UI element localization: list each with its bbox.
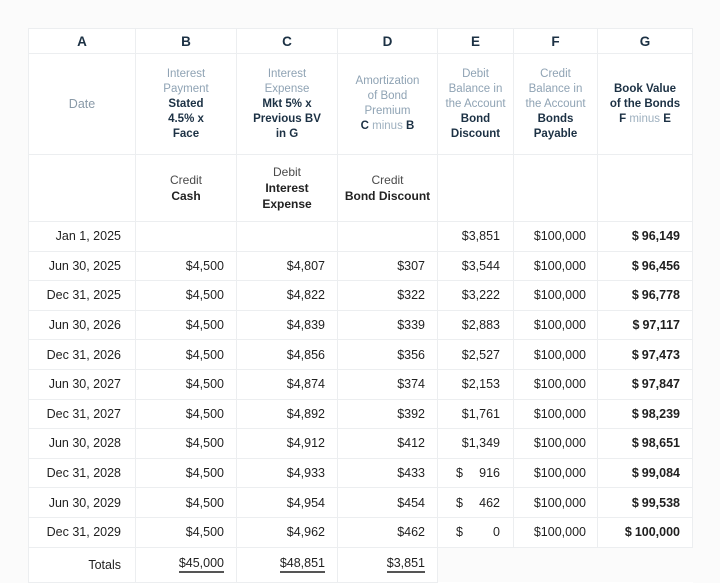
cell-interest-expense: $4,954 [237,488,338,518]
cell-date: Jun 30, 2028 [29,429,136,459]
header-d-line2: of Bond [367,90,408,102]
header-d-line1: Amortization [355,75,420,87]
table-row [29,517,693,547]
totals-label: Totals [29,547,136,582]
cell-amortization [338,222,438,252]
cell-amortization: $356 [338,340,438,370]
cell-date: Jun 30, 2027 [29,369,136,399]
header-b-line4: 4.5% x [168,112,204,125]
header-c-line1: Interest [267,67,307,80]
cell-book-value: $ 99,084 [598,458,693,488]
cell-date: Dec 31, 2026 [29,340,136,370]
table-row [29,399,693,429]
totals-c-value: $48,851 [280,556,325,573]
cell-interest-payment: $4,500 [136,429,237,459]
totals-g-blank [598,547,693,582]
table-body [29,222,693,548]
cell-interest-expense [237,222,338,252]
entry-d-top: Credit [371,173,404,187]
cell-bonds-payable: $100,000 [514,310,598,340]
cell-bonds-payable: $100,000 [514,340,598,370]
header-f-line2: Balance in [528,82,583,95]
header-f-line5: Payable [533,127,578,140]
header-e-line3: the Account [445,97,506,110]
cell-bond-discount: $1,761 [438,399,514,429]
entry-d-bottom: Bond Discount [344,189,431,203]
cell-interest-expense: $4,912 [237,429,338,459]
header-c-line4: Previous BV [253,112,321,125]
column-letter-b: B [136,29,237,54]
cell-book-value: $ 97,117 [598,310,693,340]
cell-bonds-payable: $100,000 [514,488,598,518]
table-row [29,281,693,311]
header-g-minus: minus [626,112,664,125]
journal-entry-row [29,155,693,222]
cell-interest-payment: $4,500 [136,281,237,311]
column-letter-a: A [29,29,136,54]
header-f-line1: Credit [540,67,571,80]
header-f-line4: Bonds [537,112,574,125]
cell-bonds-payable: $100,000 [514,281,598,311]
cell-interest-payment [136,222,237,252]
header-d-ref-b: B [406,120,415,132]
cell-date: Jun 30, 2029 [29,488,136,518]
header-d-ref-c: C [360,120,369,132]
cell-date: Dec 31, 2025 [29,281,136,311]
header-bonds-payable [514,54,598,155]
table-row [29,340,693,370]
cell-interest-payment: $4,500 [136,340,237,370]
column-letter-e: E [438,29,514,54]
entry-e-blank [438,155,514,222]
entry-credit-bond-discount [338,155,438,222]
table-row [29,429,693,459]
cell-amortization: $454 [338,488,438,518]
header-e-line2: Balance in [448,82,503,95]
cell-date: Jun 30, 2025 [29,251,136,281]
cell-interest-payment: $4,500 [136,310,237,340]
entry-a-blank [29,155,136,222]
entry-credit-cash [136,155,237,222]
header-c-line5: in G [275,127,299,140]
header-d-minus: minus [368,120,407,132]
cell-interest-expense: $4,856 [237,340,338,370]
cell-book-value: $ 97,473 [598,340,693,370]
cell-amortization: $339 [338,310,438,340]
totals-interest-expense [237,547,338,582]
cell-bonds-payable: $100,000 [514,399,598,429]
cell-bond-discount: $3,222 [438,281,514,311]
entry-c-top: Debit [272,165,301,179]
entry-debit-interest-expense [237,155,338,222]
entry-b-bottom: Cash [171,189,201,203]
cell-bonds-payable: $100,000 [514,251,598,281]
bond-amortization-table [28,28,693,583]
cell-amortization: $433 [338,458,438,488]
cell-bonds-payable: $100,000 [514,222,598,252]
cell-interest-payment: $4,500 [136,399,237,429]
header-b-line1: Interest [166,67,206,80]
cell-interest-payment: $4,500 [136,517,237,547]
cell-book-value: $ 97,847 [598,369,693,399]
header-g-line1: Book Value [614,82,676,95]
header-interest-expense [237,54,338,155]
cell-interest-payment: $4,500 [136,488,237,518]
header-amortization-of-bond-premium [338,54,438,155]
cell-book-value: $ 96,778 [598,281,693,311]
cell-amortization: $307 [338,251,438,281]
cell-amortization: $412 [338,429,438,459]
header-g-line2: of the Bonds [609,97,681,110]
header-book-value [598,54,693,155]
cell-book-value: $ 100,000 [598,517,693,547]
cell-interest-expense: $4,807 [237,251,338,281]
table-row [29,458,693,488]
entry-b-top: Credit [169,173,202,187]
cell-book-value: $ 96,456 [598,251,693,281]
cell-bond-discount: $3,544 [438,251,514,281]
table-row [29,369,693,399]
cell-bond-discount: $2,153 [438,369,514,399]
cell-amortization: $322 [338,281,438,311]
column-letter-d: D [338,29,438,54]
cell-bond-discount: $2,527 [438,340,514,370]
header-date: Date [29,54,136,155]
cell-bonds-payable: $100,000 [514,458,598,488]
cell-date: Dec 31, 2029 [29,517,136,547]
cell-bond-discount: $ 916 [438,458,514,488]
cell-date: Jun 30, 2026 [29,310,136,340]
header-e-line4: Bond [460,112,491,125]
cell-bond-discount: $ 462 [438,488,514,518]
totals-d-value: $3,851 [387,556,425,573]
cell-bond-discount: $ 0 [438,517,514,547]
header-b-line3: Stated [168,97,204,110]
header-e-line1: Debit [462,67,489,80]
header-interest-payment [136,54,237,155]
table-row [29,251,693,281]
cell-interest-payment: $4,500 [136,458,237,488]
header-bond-discount [438,54,514,155]
entry-f-blank [514,155,598,222]
cell-bonds-payable: $100,000 [514,369,598,399]
cell-book-value: $ 98,239 [598,399,693,429]
cell-book-value: $ 98,651 [598,429,693,459]
column-letter-f: F [514,29,598,54]
column-letter-g: G [598,29,693,54]
table-row [29,488,693,518]
cell-interest-expense: $4,892 [237,399,338,429]
totals-b-value: $45,000 [179,556,224,573]
cell-date: Jan 1, 2025 [29,222,136,252]
cell-interest-expense: $4,839 [237,310,338,340]
cell-interest-expense: $4,822 [237,281,338,311]
header-b-line5: Face [172,127,200,140]
totals-f-blank [514,547,598,582]
header-b-line2: Payment [163,82,209,95]
cell-bonds-payable: $100,000 [514,429,598,459]
header-c-line2: Expense [264,82,310,95]
cell-date: Dec 31, 2027 [29,399,136,429]
entry-g-blank [598,155,693,222]
header-f-line3: the Account [525,97,586,110]
cell-amortization: $392 [338,399,438,429]
cell-book-value: $ 96,149 [598,222,693,252]
column-description-row [29,54,693,155]
entry-c-bottom: Interest Expense [262,181,312,211]
cell-amortization: $462 [338,517,438,547]
totals-interest-payment [136,547,237,582]
header-d-line3: Premium [364,105,411,117]
header-g-ref-e: E [663,112,671,125]
column-letter-c: C [237,29,338,54]
header-e-line5: Discount [450,127,501,140]
column-letter-row [29,29,693,54]
cell-bond-discount: $3,851 [438,222,514,252]
cell-bond-discount: $1,349 [438,429,514,459]
cell-date: Dec 31, 2028 [29,458,136,488]
cell-interest-expense: $4,962 [237,517,338,547]
cell-amortization: $374 [338,369,438,399]
totals-e-blank [438,547,514,582]
cell-bond-discount: $2,883 [438,310,514,340]
header-c-line3: Mkt 5% x [262,97,312,110]
totals-amortization [338,547,438,582]
table-row [29,310,693,340]
cell-book-value: $ 99,538 [598,488,693,518]
cell-interest-expense: $4,933 [237,458,338,488]
header-g-ref-f: F [619,112,627,125]
cell-bonds-payable: $100,000 [514,517,598,547]
cell-interest-expense: $4,874 [237,369,338,399]
table-row [29,222,693,252]
totals-row [29,547,693,582]
cell-interest-payment: $4,500 [136,369,237,399]
cell-interest-payment: $4,500 [136,251,237,281]
